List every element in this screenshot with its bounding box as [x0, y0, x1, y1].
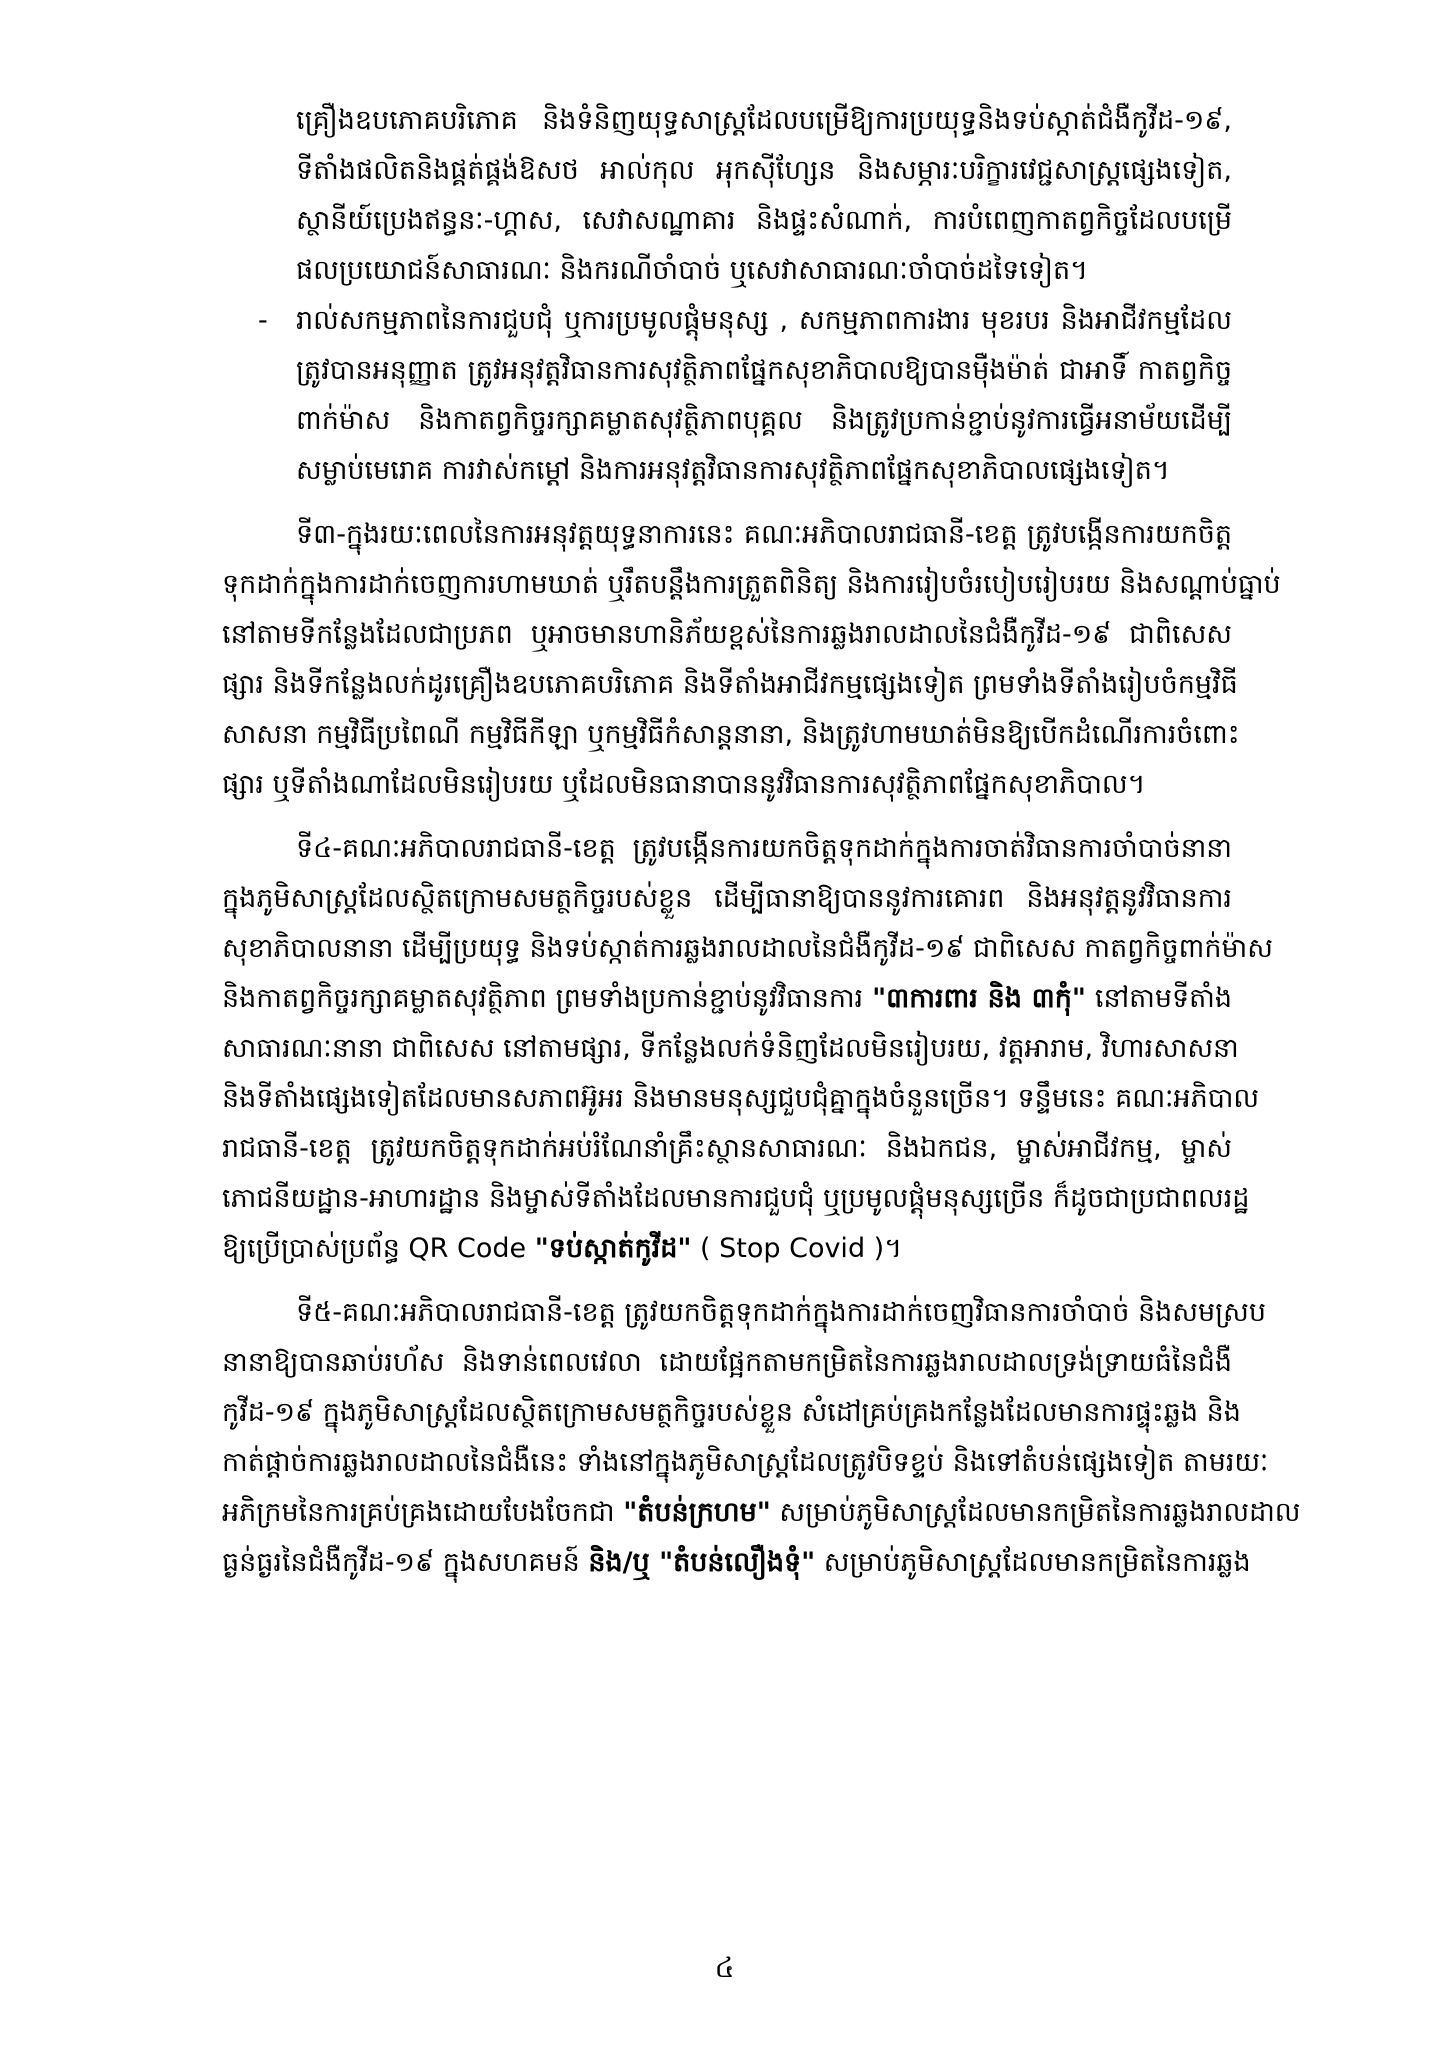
paragraph-4	[222, 824, 1273, 1274]
emphasis-red-zone: "តំបន់ក្រហម"	[623, 1497, 771, 1528]
text-line: ផ្សារ ឬទីតាំងណាដែលមិនរៀបរយ ឬដែលមិនធានាបាននូវវិធានការសុវត្ថិភាពផ្នែកសុខាភិបាល។	[222, 769, 1146, 800]
text-line	[222, 974, 1232, 1024]
bullet-text: រាល់សកម្មភាពនៃការជួបជុំ ឬការប្រមូលផ្តុំមនុស្ស , សកម្មភាពការងារ មុខរបរ និងអាជីវកម្មដែល	[296, 305, 1232, 336]
text-run: ធ្ងន់ធ្ងរនៃជំងឺកូវីដ-១៩ ក្នុងសហគមន៍	[222, 1547, 589, 1578]
text-line	[222, 1224, 1232, 1274]
text-line: សម្លាប់មេរោគ ការវាស់កម្តៅ និងការអនុវត្តវិធានការសុវត្ថិភាពផ្នែកសុខាភិបាលផ្សេងទៀត។	[296, 455, 1170, 486]
text-line: រាជធានី-ខេត្ត ត្រូវយកចិត្តទុកដាក់អប់រំណែនាំគ្រឹះស្ថានសាធារណៈ និងឯកជន, ម្ចាស់អាជីវកម្ម, ម្ចាស់	[222, 1133, 1232, 1164]
text-line: កាត់ផ្តាច់ការឆ្លងរាលដាលនៃជំងឺនេះ ទាំងនៅក្នុងភូមិសាស្ត្រដែលត្រូវបិទខ្ទប់ និងទៅតំបន់ផ្សេងទៀត តាមរយៈ	[222, 1447, 1269, 1478]
text-run: ឱ្យប្រើប្រាស់ប្រព័ន្ធ QR Code	[222, 1233, 535, 1264]
page-number: ៤	[714, 1951, 735, 1984]
text-line: ពាក់ម៉ាស និងកាតព្វកិច្ចរក្សាគម្លាតសុវត្ថិភាពបុគ្គល និងត្រូវប្រកាន់ខ្ជាប់នូវការធ្វើអនាម័យដើម្បី	[296, 405, 1232, 436]
text-line: គ្រឿងឧបភោគបរិភោគ និងទំនិញយុទ្ធសាស្ត្រដែលបម្រើឱ្យការប្រយុទ្ធនិងទប់ស្កាត់ជំងឺកូវីដ-១៩,	[296, 105, 1232, 136]
paragraph-5	[222, 1288, 1301, 1588]
text-line: ត្រូវបានអនុញ្ញាត ត្រូវអនុវត្តវិធានការសុវត្ថិភាពផ្នែកសុខាភិបាលឱ្យបានម៉ឺងម៉ាត់ ជាអាទិ៍ កាតព្វកិច្ច	[296, 355, 1232, 386]
text-run: នៅតាមទីតាំង	[1085, 983, 1232, 1014]
text-run: ( Stop Covid )។	[691, 1233, 902, 1264]
text-line: ក្នុងភូមិសាស្ត្រដែលស្ថិតក្រោមសមត្ថកិច្ចរបស់ខ្លួន ដើម្បីធានាឱ្យបាននូវការគោរព និងអនុវត្តនូវវិធានការ	[222, 883, 1232, 914]
text-run: សម្រាប់ភូមិសាស្ត្រដែលមានកម្រិតនៃការឆ្លងរាលដាល	[770, 1497, 1301, 1528]
text-line: នានាឱ្យបានឆាប់រហ័ស និងទាន់ពេលវេលា ដោយផ្អែកតាមកម្រិតនៃការឆ្លងរាលដាលទ្រង់ទ្រាយធំនៃជំងឺ	[222, 1347, 1232, 1378]
paragraph-3	[222, 510, 1281, 810]
text-line: នៅតាមទីកន្លែងដែលជាប្រភព ឬអាចមានហានិភ័យខ្ពស់នៃការឆ្លងរាលដាលនៃជំងឺកូវីដ-១៩ ជាពិសេស	[222, 619, 1232, 650]
paragraph-gap	[222, 1274, 1232, 1288]
text-run: អភិក្រមនៃការគ្រប់គ្រងដោយបែងចែកជា	[222, 1497, 624, 1528]
text-run: និងកាតព្វកិច្ចរក្សាគម្លាតសុវត្ថិភាព ព្រមទាំងប្រកាន់ខ្ជាប់នូវវិធានការ	[222, 983, 873, 1014]
emphasis-dark-yellow-zone: និង/ឬ "តំបន់លឿងទុំ"	[588, 1547, 816, 1578]
text-line	[222, 1488, 1301, 1538]
paragraph-gap	[222, 810, 1232, 824]
text-line: ទីតាំងផលិតនិងផ្គត់ផ្គង់ឱសថ អាល់កុល អុកស៊ីហ្សែន និងសម្ភារៈបរិក្ខារវេជ្ជសាស្ត្រផ្សេងទៀត,	[296, 155, 1232, 186]
text-line: ទុកដាក់ក្នុងការដាក់ចេញការហាមឃាត់ ឬរឹតបន្តឹងការត្រួតពិនិត្យ និងការរៀបចំរបៀបរៀបរយ និងសណ្តាប់ធ្នាប់	[222, 569, 1281, 600]
document-body	[222, 96, 1301, 1588]
text-line: ទី៣-ក្នុងរយៈពេលនៃការអនុវត្តយុទ្ធនាការនេះ គណៈអភិបាលរាជធានី-ខេត្ត ត្រូវបង្កើនការយកចិត្ត	[296, 519, 1232, 550]
text-line	[222, 1538, 1251, 1588]
bullet-item	[222, 296, 1232, 496]
text-line: ភោជនីយដ្ឋាន-អាហារដ្ឋាន និងម្ចាស់ទីតាំងដែលមានការជួបជុំ ឬប្រមូលផ្តុំមនុស្សច្រើន ក៏ដូចជាប្រជាពលរដ្ឋ	[222, 1183, 1250, 1214]
bullet-dash: -	[258, 305, 268, 336]
emphasis-three-protect-three-dont: "៣ការពារ និង ៣កុំ"	[872, 983, 1086, 1014]
text-line: ស្ថានីយ៍ប្រេងឥន្ធនៈ-ហ្គាស, សេវាសណ្ឋាគារ និងផ្ទះសំណាក់, ការបំពេញកាតព្វកិច្ចដែលបម្រើ	[296, 205, 1232, 236]
text-line: ផលប្រយោជន៍សាធារណៈ និងករណីចាំបាច់ ឬសេវាសាធារណៈចាំបាច់ដទៃទៀត។	[296, 255, 1088, 286]
text-run: សម្រាប់ភូមិសាស្ត្រដែលមានកម្រិតនៃការឆ្លង	[815, 1547, 1251, 1578]
text-line: ទី៤-គណៈអភិបាលរាជធានី-ខេត្ត ត្រូវបង្កើនការយកចិត្តទុកដាក់ក្នុងការចាត់វិធានការចាំបាច់នានា	[296, 833, 1232, 864]
text-line: សាសនា កម្មវិធីប្រពៃណី កម្មវិធីកីឡា ឬកម្មវិធីកំសាន្តនានា, និងត្រូវហាមឃាត់មិនឱ្យបើកដំណើរការចំពោះ	[222, 719, 1240, 750]
paragraph-continuation	[222, 96, 1232, 296]
text-line: ទី៥-គណៈអភិបាលរាជធានី-ខេត្ត ត្រូវយកចិត្តទុកដាក់ក្នុងការដាក់ចេញវិធានការចាំបាច់ និងសមស្រប	[296, 1297, 1266, 1328]
text-line: និងទីតាំងផ្សេងទៀតដែលមានសភាពអ៊ូអរ និងមានមនុស្សជួបជុំគ្នាក្នុងចំនួនច្រើន។ ទន្ទឹមនេះ គណៈអភិបាល	[222, 1083, 1260, 1114]
text-line: សាធារណៈនានា ជាពិសេស នៅតាមផ្សារ, ទីកន្លែងលក់ទំនិញដែលមិនរៀបរយ, វត្តអារាម, វិហារសាសនា	[222, 1033, 1239, 1064]
paragraph-gap	[222, 496, 1232, 510]
emphasis-stop-covid: "ទប់ស្កាត់កូវីដ"	[534, 1233, 692, 1264]
text-line	[222, 296, 1232, 346]
text-line: សុខាភិបាលនានា ដើម្បីប្រយុទ្ធ និងទប់ស្កាត់ការឆ្លងរាលដាលនៃជំងឺកូវីដ-១៩ ជាពិសេស កាតព្វកិច្ចពាក់ម៉ាស	[222, 933, 1273, 964]
text-line: កូវីដ-១៩ ក្នុងភូមិសាស្ត្រដែលស្ថិតក្រោមសមត្ថកិច្ចរបស់ខ្លួន សំដៅគ្រប់គ្រងកន្លែងដែលមានការផ្ទុះឆ្លង និង	[222, 1397, 1241, 1428]
text-line: ផ្សារ និងទីកន្លែងលក់ដូរគ្រឿងឧបភោគបរិភោគ និងទីតាំងអាជីវកម្មផ្សេងទៀត ព្រមទាំងទីតាំងរៀបចំកម្មវិធី	[222, 669, 1238, 700]
